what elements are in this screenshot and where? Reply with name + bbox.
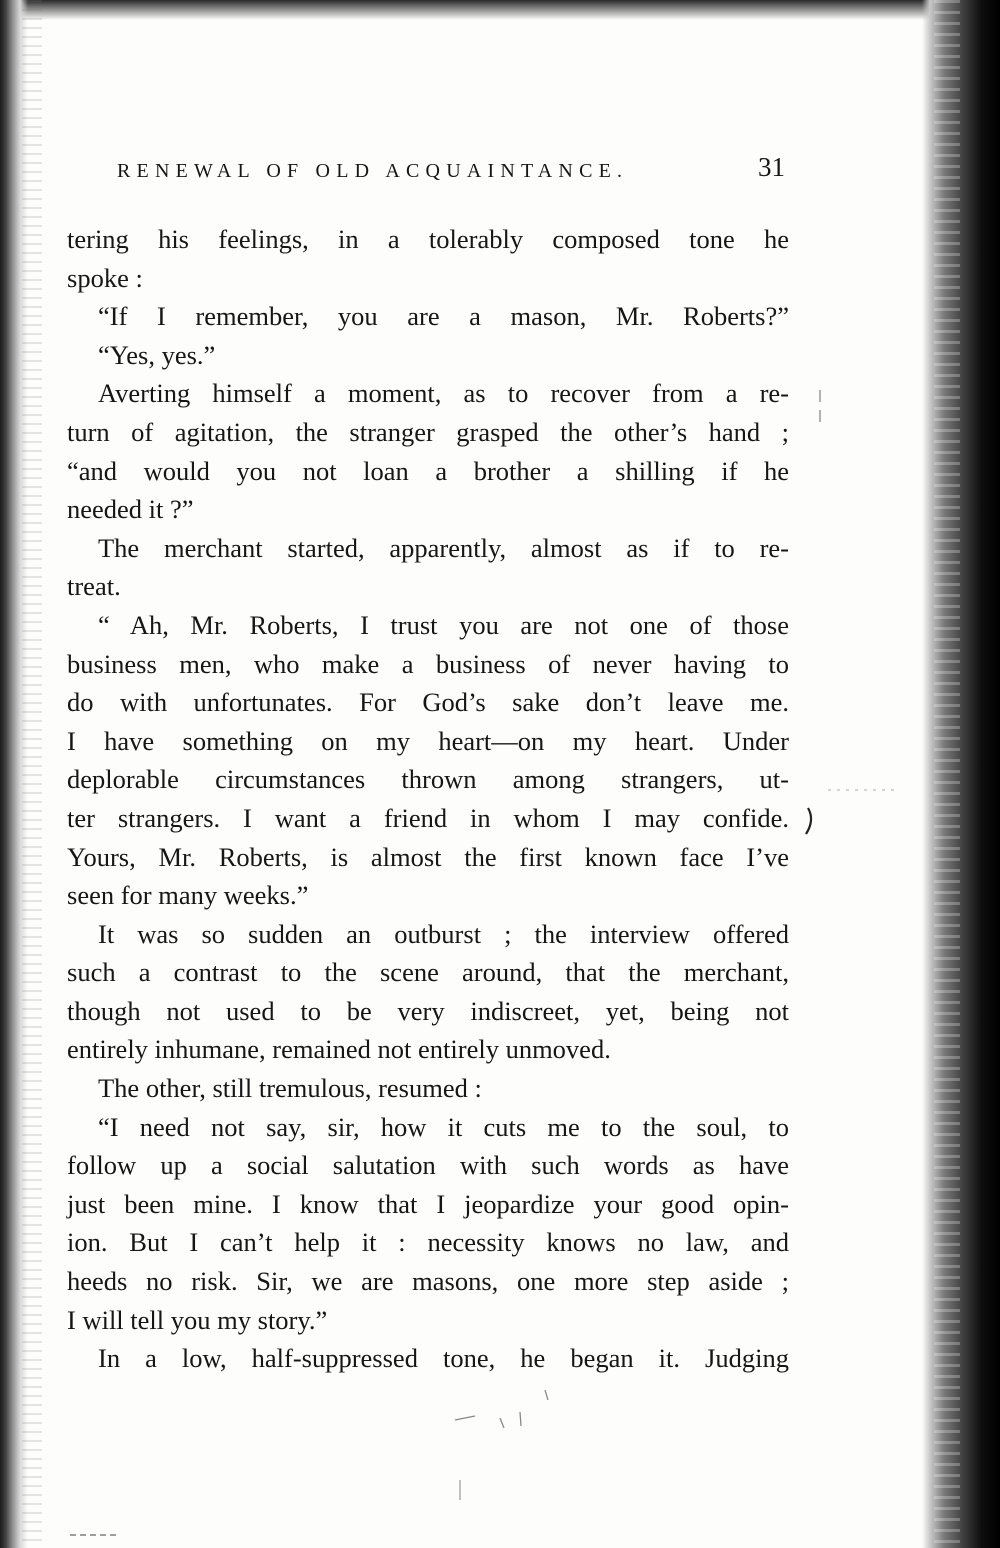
text-line: “I need not say, sir, how it cuts me to the soul, to — [98, 1111, 789, 1142]
text-line: do with unfortunates. For God’s sake don’t leave me. — [67, 687, 789, 718]
text-line: Yours, Mr. Roberts, is almost the first known face I’ve — [67, 841, 789, 872]
text-line: deplorable circumstances thrown among strangers, ut- — [67, 764, 789, 795]
text-line: It was so sudden an outburst ; the interview offered — [98, 918, 789, 949]
text-line: “ Ah, Mr. Roberts, I trust you are not one of those — [98, 609, 789, 640]
text-line: business men, who make a business of never having to — [67, 648, 789, 679]
text-line: treat. — [67, 571, 121, 602]
bottom-smudge-mark — [455, 1390, 548, 1428]
text-line: turn of agitation, the stranger grasped the other’s hand ; — [67, 416, 789, 447]
page-header — [117, 152, 787, 192]
text-line: tering his feelings, in a tolerably composed tone he — [67, 224, 789, 254]
scan-right-speckle — [934, 0, 960, 1548]
text-line: seen for many weeks.” — [67, 880, 309, 911]
margin-bracket-mark — [806, 808, 811, 834]
text-line: spoke : — [67, 262, 143, 293]
text-line: “and would you not loan a brother a shilling if he — [67, 455, 789, 486]
text-line: just been mine. I know that I jeopardize your good opin- — [67, 1188, 789, 1219]
text-line: ion. But I can’t help it : necessity knows no law, and — [67, 1227, 789, 1258]
text-line: The merchant started, apparently, almost as if to re- — [98, 532, 789, 563]
text-line: heeds no risk. Sir, we are masons, one more step aside ; — [67, 1266, 789, 1297]
body-text — [67, 220, 789, 1378]
scan-top-edge — [0, 0, 1000, 20]
text-line: follow up a social salutation with such words as have — [67, 1150, 789, 1181]
text-line: Averting himself a moment, as to recover from a re- — [98, 378, 789, 409]
running-head: RENEWAL OF OLD ACQUAINTANCE. — [117, 160, 629, 182]
text-line: The other, still tremulous, resumed : — [98, 1073, 482, 1104]
text-line: I will tell you my story.” — [67, 1304, 328, 1335]
text-line: such a contrast to the scene around, that the merchant, — [67, 957, 789, 988]
text-line: “If I remember, you are a mason, Mr. Roberts?” — [98, 301, 789, 332]
page-number: 31 — [758, 152, 785, 182]
text-line: needed it ?” — [67, 494, 194, 525]
scan-left-speckle — [22, 0, 42, 1548]
text-line: I have something on my heart—on my heart. Under — [67, 725, 789, 756]
text-line: “Yes, yes.” — [98, 339, 216, 370]
text-line: though not used to be very indiscreet, yet, being not — [67, 995, 789, 1026]
text-line: In a low, half-suppressed tone, he began it. Judging — [98, 1343, 789, 1374]
text-line: entirely inhumane, remained not entirely unmoved. — [67, 1034, 611, 1065]
text-line: ter strangers. I want a friend in whom I may confide. — [67, 802, 789, 833]
